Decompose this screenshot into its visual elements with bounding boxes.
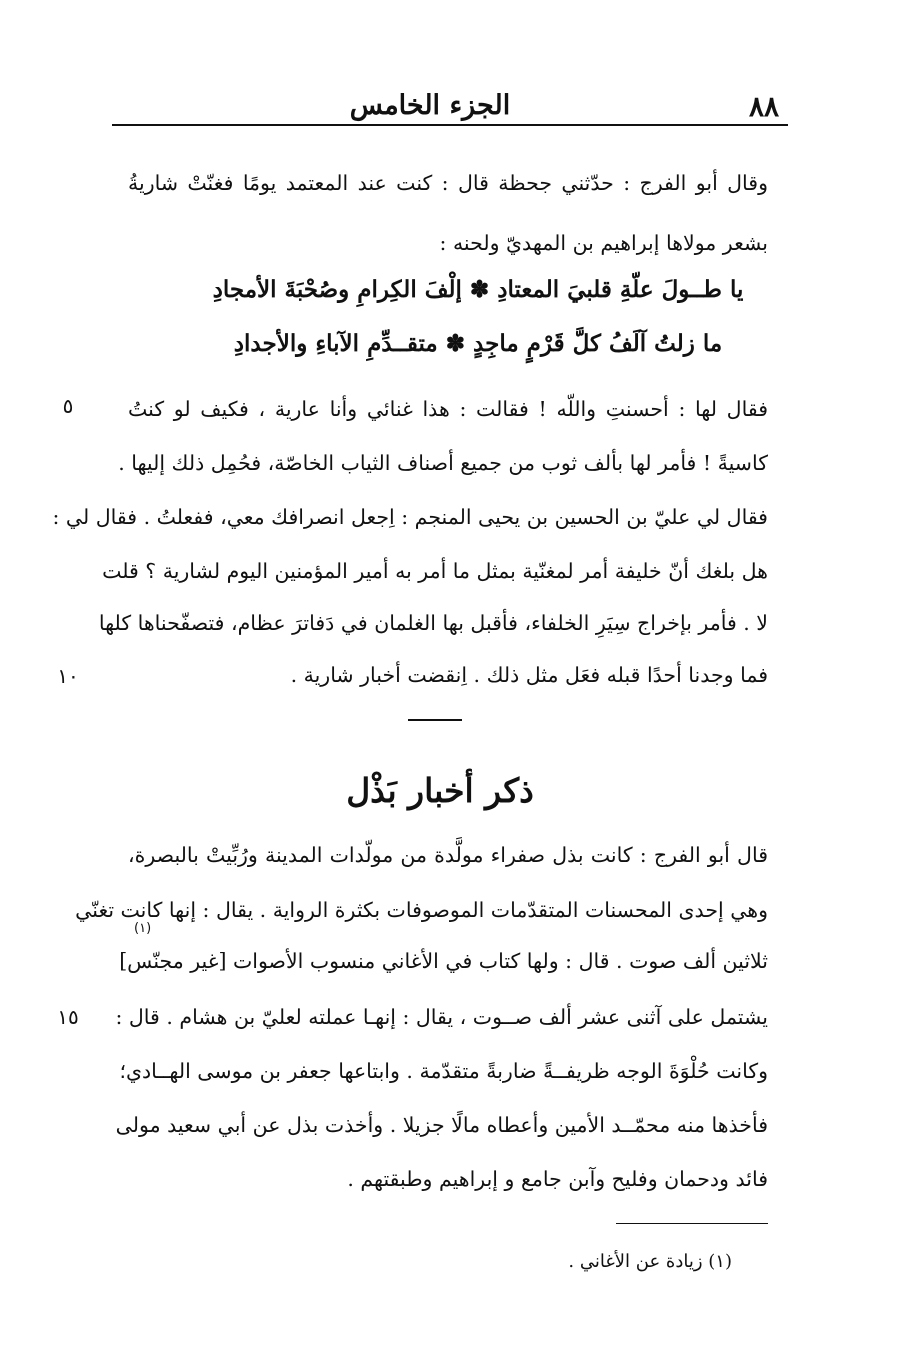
text-line: قال أبو الفرج : كانت بذل صفراء مولَّدة من مولّدات المدينة ورُبِّيتْ بالبصرة، [128,843,768,867]
section-separator [408,719,462,721]
text-line: لا . فأمر بإخراج سِيَرِ الخلفاء، فأقبل بها الغلمان في دَفاترَ عظام، فتصفّحناها كلها [98,611,768,635]
header-rule [112,124,788,126]
page-number: ٨٨ [748,90,780,123]
text-line: فما وجدنا أحدًا قبله فعَل مثل ذلك . اِنقضت أخبار شارية . [290,663,768,687]
text-line: فائد ودحمان وفليح وآبن جامع و إبراهيم وطبقتهم . [347,1167,768,1191]
text-line: يشتمل على آثنى عشر ألف صــوت ، يقال : إنهـا عملته لعليّ بن هشام . قال : [115,1005,768,1029]
poem-verse: ما زلتُ آلَفُ كلَّ قَرْمٍ ماجِدٍ ✽ متقــدِّمِ الآباءِ والأجدادِ [233,330,723,357]
text-line: بشعر مولاها إبراهيم بن المهديّ ولحنه : [439,231,768,255]
text-line: كاسيةً ! فأمر لها بألف ثوب من جميع أصناف الثياب الخاصّة، فحُمِل ذلك إليها . [118,451,768,475]
section-heading: ذكر أخبار بَذْل [346,771,534,810]
margin-line-number: ١٠ [57,664,79,688]
running-header-title: الجزء الخامس [349,90,511,121]
text-line: فقال لها : أحسنتِ واللّه ! فقالت : هذا غنائي وأنا عارية ، فكيف لو كنتُ [128,397,768,421]
text-line: فقال لي عليّ بن الحسين بن يحيى المنجم : اِجعل انصرافك معي، ففعلتُ . فقال لي : [52,505,768,529]
poem-verse: يا طــولَ علّةِ قلبيَ المعتادِ ✽ إلْفَ الكِرامِ وصُحْبَةَ الأمجادِ [212,276,744,303]
margin-line-number: ١٥ [57,1005,79,1029]
footnote-text: (١) زيادة عن الأغاني . [568,1251,732,1272]
text-line: وكانت حُلْوَةَ الوجه ظريفــةً ضاربةً متقدّمة . وابتاعها جعفر بن موسى الهــادي؛ [119,1059,768,1083]
text-line: وقال أبو الفرج : حدّثني جحظة قال : كنت عند المعتمد يومًا فغنّتْ شاريةُ [128,171,768,195]
text-line: ثلاثين ألف صوت . قال : ولها كتاب في الأغاني منسوب الأصوات [غير مجنّس] [119,949,768,973]
text-line: وهي إحدى المحسنات المتقدّمات الموصوفات بكثرة الرواية . يقال : إنها كانت تغنّي [75,898,768,922]
text-line: فأخذها منه محمّــد الأمين وأعطاه مالًا جزيلا . وأخذت بذل عن أبي سعيد مولى [115,1113,768,1137]
footnote-marker: (١) [134,921,152,936]
footnote-rule [616,1223,768,1224]
text-line: هل بلغك أنّ خليفة أمر لمغنّية بمثل ما أمر به أمير المؤمنين اليوم لشارية ؟ قلت [102,559,768,583]
margin-line-number: ٥ [62,394,74,418]
